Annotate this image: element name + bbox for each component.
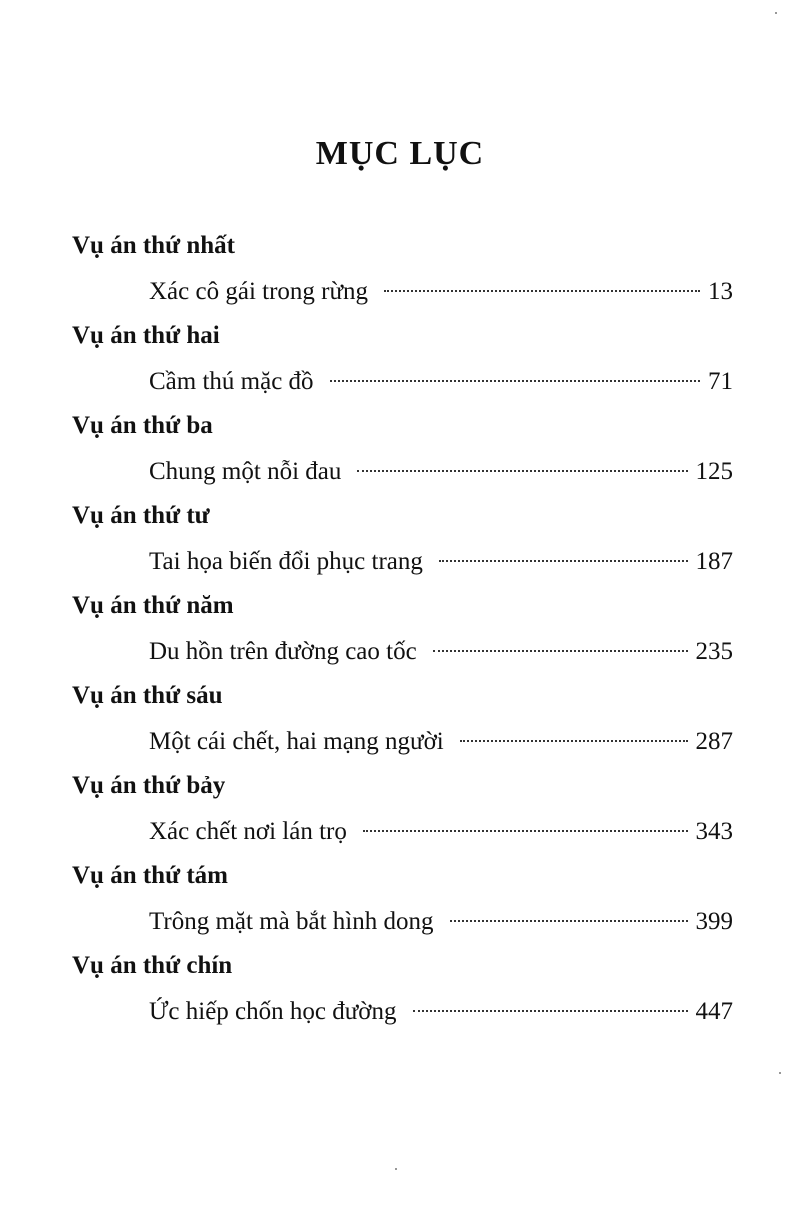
section-heading: Vụ án thứ tư <box>72 502 210 529</box>
entry-title: Cầm thú mặc đồ <box>149 368 314 395</box>
toc-entry <box>149 542 733 582</box>
page-number: 235 <box>695 638 733 665</box>
toc-entry <box>149 272 733 312</box>
page-number: 399 <box>695 908 733 935</box>
toc-entry <box>149 992 733 1032</box>
toc-section <box>72 496 736 586</box>
toc-entry <box>149 812 733 852</box>
entry-title: Xác chết nơi lán trọ <box>149 818 347 845</box>
toc-entry <box>149 362 733 402</box>
toc-entry <box>149 632 733 672</box>
toc-section <box>72 316 736 406</box>
entry-title: Một cái chết, hai mạng người <box>149 728 444 755</box>
toc-section <box>72 676 736 766</box>
dot-leader <box>363 830 688 832</box>
entry-title: Trông mặt mà bắt hình dong <box>149 908 434 935</box>
dot-leader <box>439 560 688 562</box>
section-heading: Vụ án thứ sáu <box>72 682 223 709</box>
toc-section <box>72 766 736 856</box>
table-of-contents <box>72 226 736 1036</box>
dot-leader <box>460 740 688 742</box>
page-number: 13 <box>708 278 733 305</box>
toc-section <box>72 946 736 1036</box>
paper-speck <box>395 1168 397 1170</box>
entry-title: Xác cô gái trong rừng <box>149 278 369 305</box>
entry-title: Du hồn trên đường cao tốc <box>149 638 417 665</box>
page-number: 187 <box>695 548 733 575</box>
toc-entry <box>149 722 733 762</box>
dot-leader <box>450 920 688 922</box>
page-number: 71 <box>708 368 733 395</box>
section-heading: Vụ án thứ nhất <box>72 232 235 259</box>
entry-title: Ức hiếp chốn học đường <box>149 998 397 1025</box>
dot-leader <box>413 1010 688 1012</box>
page-number: 287 <box>695 728 733 755</box>
page-number: 125 <box>695 458 733 485</box>
section-heading: Vụ án thứ ba <box>72 412 213 439</box>
section-heading: Vụ án thứ tám <box>72 862 228 889</box>
section-heading: Vụ án thứ chín <box>72 952 233 979</box>
toc-section <box>72 586 736 676</box>
dot-leader <box>384 290 700 292</box>
toc-section <box>72 406 736 496</box>
toc-section <box>72 226 736 316</box>
toc-entry <box>149 452 733 492</box>
toc-section <box>72 856 736 946</box>
page-number: 447 <box>695 998 733 1025</box>
section-heading: Vụ án thứ hai <box>72 322 220 349</box>
paper-speck <box>775 12 777 14</box>
page-number: 343 <box>695 818 733 845</box>
dot-leader <box>433 650 688 652</box>
paper-speck <box>779 1072 781 1074</box>
dot-leader <box>330 380 700 382</box>
section-heading: Vụ án thứ bảy <box>72 772 226 799</box>
section-heading: Vụ án thứ năm <box>72 592 234 619</box>
page-title: MỤC LỤC <box>315 135 485 172</box>
entry-title: Tai họa biến đổi phục trang <box>149 548 423 575</box>
toc-entry <box>149 902 733 942</box>
dot-leader <box>357 470 687 472</box>
entry-title: Chung một nỗi đau <box>149 458 342 485</box>
